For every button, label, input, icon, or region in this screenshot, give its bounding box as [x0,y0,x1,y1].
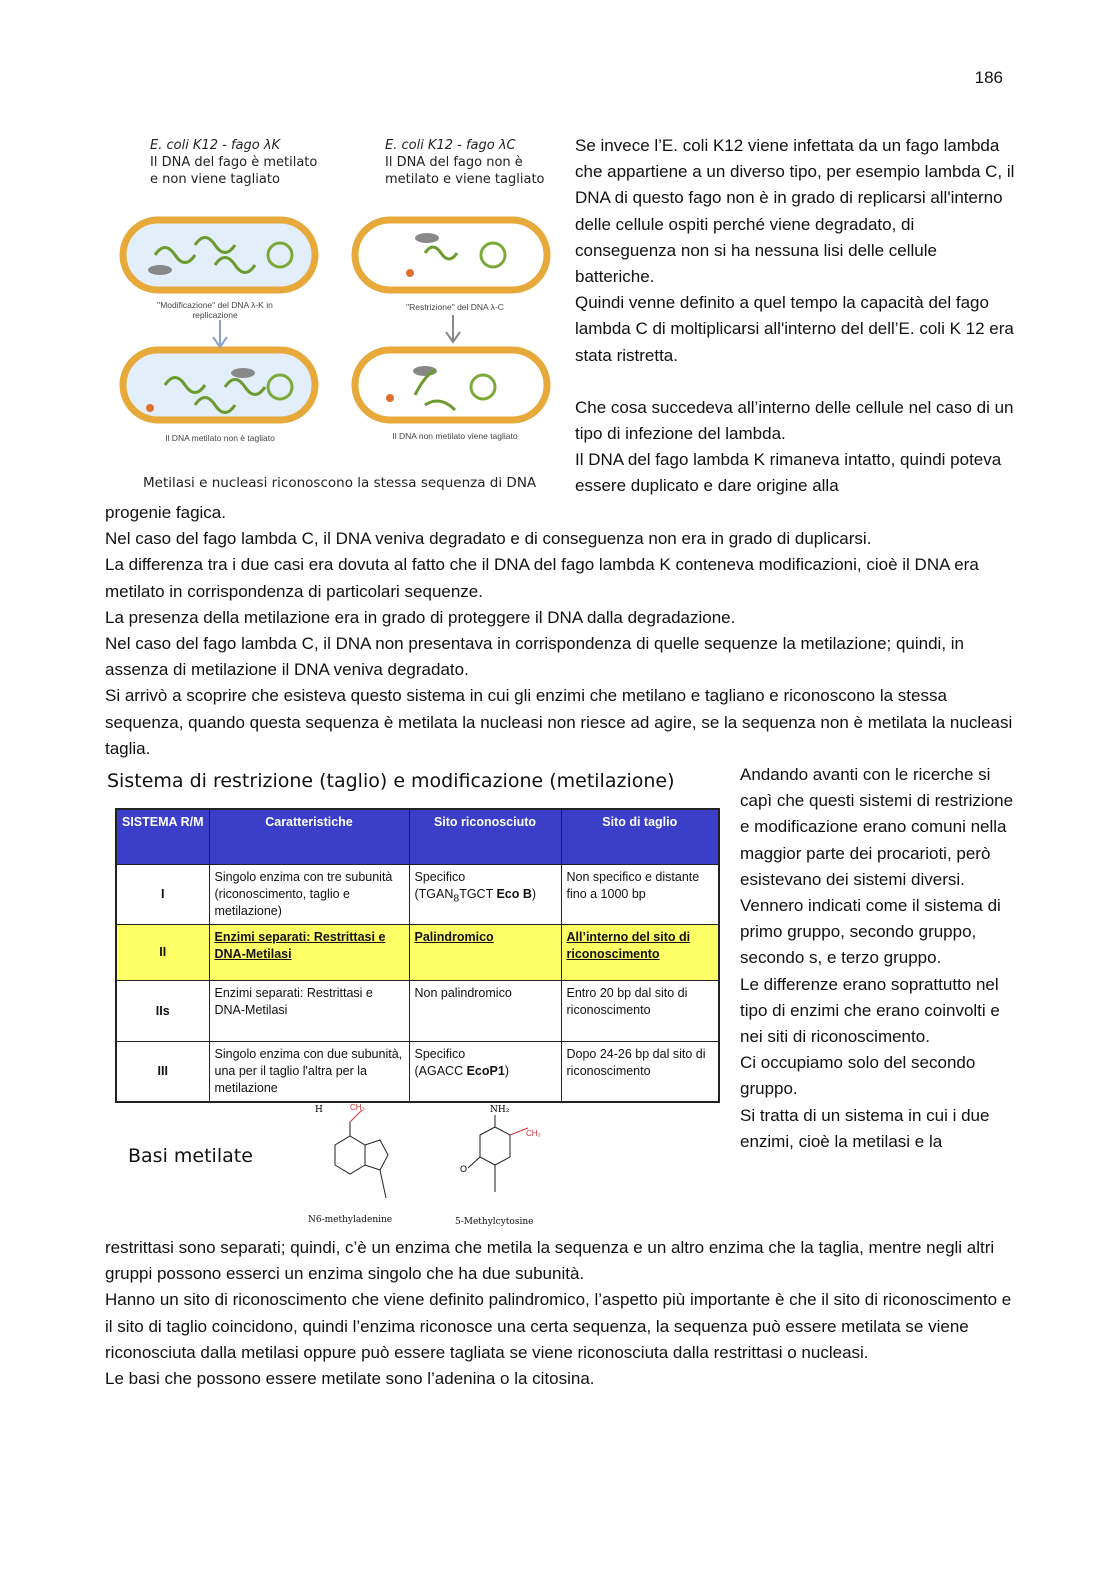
right-column-text [575,133,1015,500]
methylated-bases-label: Basi metilate [128,1145,253,1167]
paragraph: Le basi che possono essere metilate sono l’adenina o la citosina. [105,1369,595,1389]
paragraph: Andando avanti con le ricerche si capì che questi sistemi di restrizione e modificazione erano comuni nella maggior parte dei procarioti, però esistevano dei sistemi diversi. [740,765,1014,889]
column-header: Caratteristiche [209,809,409,865]
paragraph: Che cosa succedeva all’interno delle cellule nel caso di un tipo di infezione del lambda. [575,397,1014,444]
figure-caption: Metilasi e nucleasi riconoscono la stessa sequenza di DNA [143,475,537,491]
paragraph: Si arrivò a scoprire che esisteva questo sistema in cui gli enzimi che metilano e tagliano e riconoscono la stessa sequenza, quando questa sequenza è metilata la nucleasi non riesce ad agire, se la sequenza non è metilata la nucleasi taglia. [105,686,1013,758]
right-mid-label: "Restrizione" del DNA λ-C [406,302,504,312]
5-methylcytosine-label: 5-Methylcytosine [455,1217,534,1227]
body-text [105,500,1015,762]
svg-text:NH₂: NH₂ [490,1105,510,1115]
table-cell: Entro 20 bp dal sito di riconoscimento [561,981,719,1042]
table-cell: Singolo enzima con due subunità, una per il taglio l'altra per la metilazione [209,1042,409,1103]
table-cell: Non palindromico [409,981,561,1042]
paragraph: Ci occupiamo solo del secondo gruppo. [740,1053,976,1099]
paragraph: Hanno un sito di riconoscimento che viene definito palindromico, l’aspetto più importante è che il sito di riconoscimento e il sito di taglio coincidono, quindi l’enzima riconosce una certa sequenza, la sequenza può essere metilata se viene riconosciuta dalla metilasi oppure può essere tagliata se viene riconosciuta dalla restrittasi o nucleasi. [105,1290,1012,1362]
table-cell: Palindromico [409,925,561,981]
arrow-down-icon [213,320,227,347]
table-cell: Enzimi separati: Restrittasi e DNA-Metilasi [209,981,409,1042]
table-row [116,981,719,1042]
column-header: Sito riconosciuto [409,809,561,865]
column-header: Sito di taglio [561,809,719,865]
column-header: SISTEMA R/M [116,809,209,865]
paragraph: Nel caso del fago lambda C, il DNA veniva degradato e di conseguenza non era in grado di duplicarsi. [105,529,872,549]
table-cell: I [116,865,209,925]
table-header-row [116,809,719,865]
paragraph: Le differenze erano soprattutto nel tipo di enzimi che erano coinvolti e nei siti di riconoscimento. [740,974,1000,1047]
table-cell: All’interno del sito di riconoscimento [561,925,719,981]
table-cell: III [116,1042,209,1103]
svg-text:CH₃: CH₃ [526,1129,541,1138]
figure-left-title: E. coli K12 - fago λK Il DNA del fago è metilato e non viene tagliato [150,138,318,187]
svg-text:H: H [315,1105,323,1115]
table-title: Sistema di restrizione (taglio) e modificazione (metilazione) [107,770,675,792]
right-bottom-label: Il DNA non metilato viene tagliato [392,431,518,441]
table-cell: Specifico (AGACC EcoP1) [409,1042,561,1103]
page-number: 186 [974,68,1003,87]
table-cell: Singolo enzima con tre subunità (riconoscimento, taglio e metilazione) [209,865,409,925]
left-bottom-label: Il DNA metilato non è tagliato [165,433,275,443]
paragraph: progenie fagica. [105,503,226,522]
figure-right-title: E. coli K12 - fago λC Il DNA del fago non è metilato e viene tagliato [385,138,545,187]
table-row [116,865,719,925]
paragraph: Se invece l’E. coli K12 viene infettata da un fago lambda che appartiene a un diverso tipo, per esempio lambda C, il DNA di questo fago non è in grado di replicarsi all'interno delle cellule ospiti perché viene degradato, di conseguenza non si ha nessuna lisi delle cellule batteriche. [575,136,1015,287]
paragraph: La differenza tra i due casi era dovuta al fatto che il DNA del fago lambda K conteneva modificazioni, cioè il DNA era metilato in corrispondenza di particolari sequenze. [105,555,979,601]
paragraph: Quindi venne definito a quel tempo la capacità del fago lambda C di moltiplicarsi all'interno del dell’E. coli K 12 era stata ristretta. [575,293,1014,365]
right-column-text-2 [740,762,1015,1155]
table-row [116,1042,719,1103]
table-cell: Specifico ($TGAN_8TGCT$ Eco B) [409,865,561,925]
cell-icon [123,220,547,420]
table-cell: Non specifico e distante fino a 1000 bp [561,865,719,925]
n6-methyladenine-label: N6-methyladenine [308,1215,393,1225]
table-cell: Dopo 24-26 bp dal sito di riconoscimento [561,1042,719,1103]
left-mid-label: "Modificazione" del DNA λ-K in replicazione [157,300,273,320]
rm-systems-table [115,808,720,1103]
methylated-bases-structures [300,1100,560,1215]
table-cell: II [116,925,209,981]
paragraph: Nel caso del fago lambda C, il DNA non presentava in corrispondenza di quelle sequenze la metilazione; quindi, in assenza di metilazione il DNA veniva degradato. [105,634,965,680]
table-row-highlighted [116,925,719,981]
restriction-modification-figure [105,125,560,505]
body-text-2 [105,1235,1015,1392]
paragraph: Vennero indicati come il sistema di primo gruppo, secondo gruppo, secondo s, e terzo gruppo. [740,896,1001,968]
arrow-down-icon [446,315,460,342]
svg-text:O: O [460,1164,468,1174]
svg-text:CH₃: CH₃ [350,1103,365,1112]
table-cell: IIs [116,981,209,1042]
paragraph: restrittasi sono separati; quindi, c’è un enzima che metila la sequenza e un altro enzima che la taglia, mentre negli altri gruppi possono esserci un enzima singolo che ha due subunità. [105,1238,995,1284]
paragraph: Si tratta di un sistema in cui i due enzimi, cioè la metilasi e la [740,1105,990,1151]
table-cell: Enzimi separati: Restrittasi e DNA-Metilasi [209,925,409,981]
paragraph: La presenza della metilazione era in grado di proteggere il DNA dalla degradazione. [105,607,736,627]
paragraph: Il DNA del fago lambda K rimaneva intatto, quindi poteva essere duplicato e dare origine alla [575,450,1002,496]
